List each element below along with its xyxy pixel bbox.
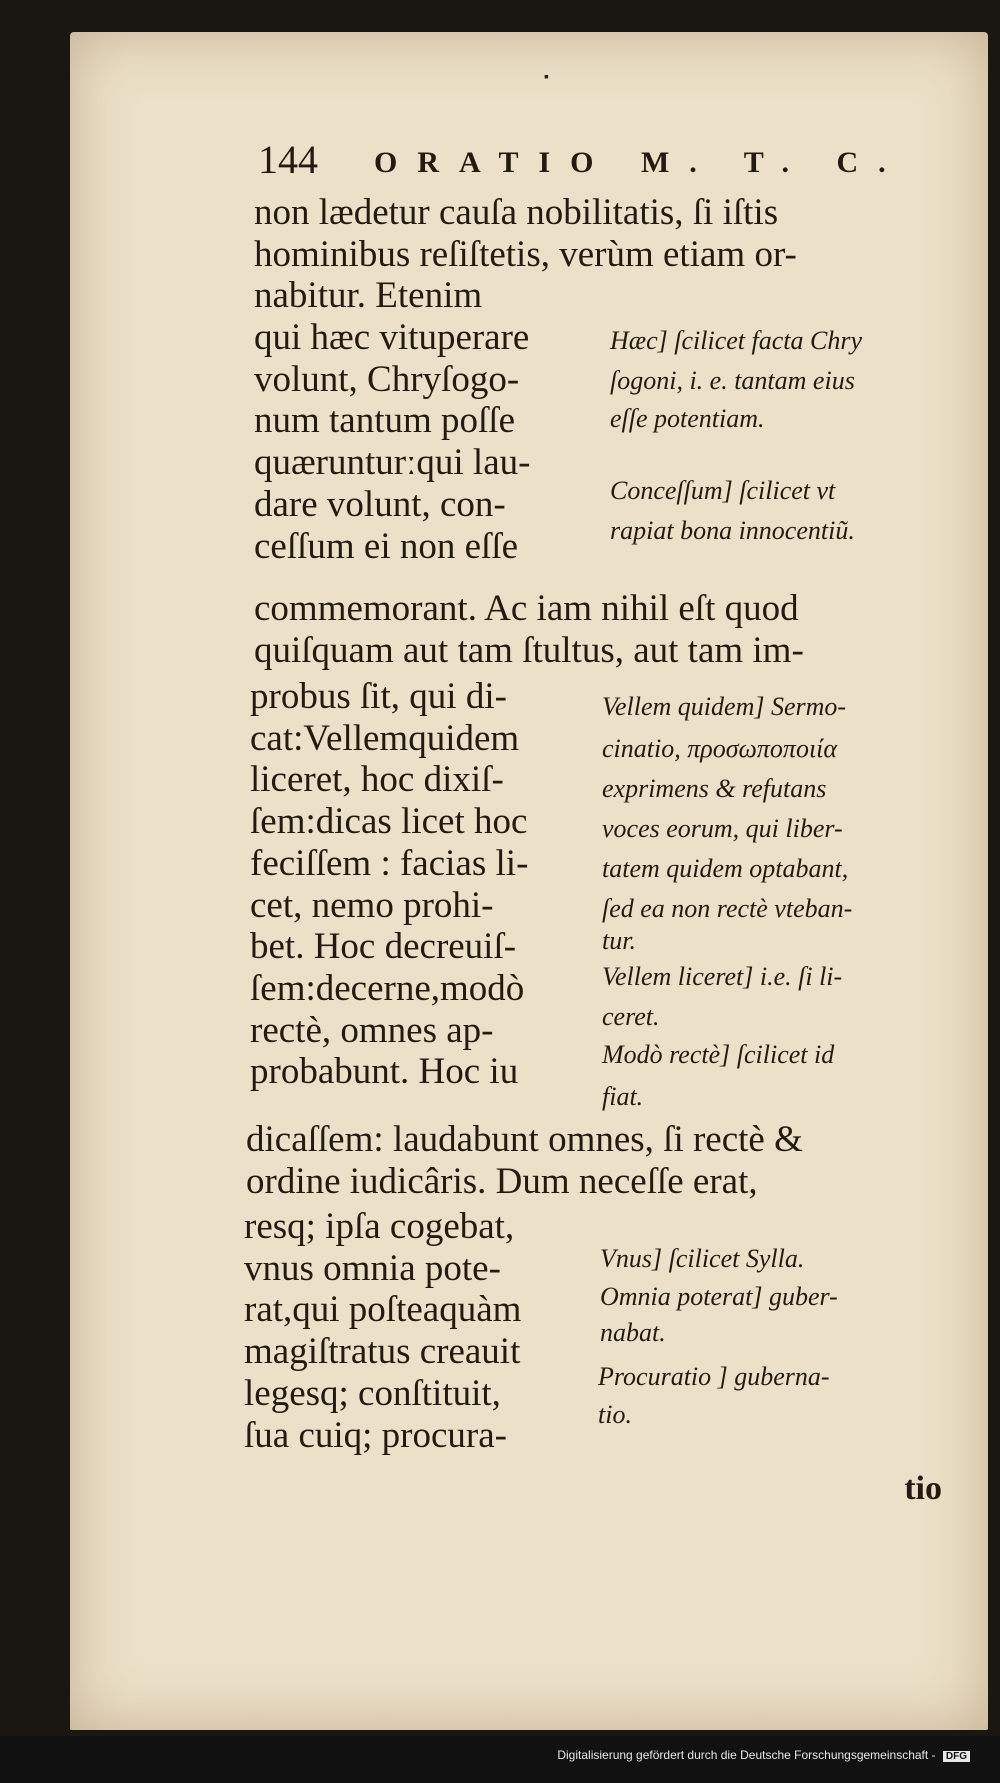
gloss-line: eſſe potentiam. [610,404,765,433]
footer-credit-text: Digitalisierung gefördert durch die Deutsche Forschungsgemeinschaft - [557,1748,936,1762]
text-line: dare volunt, con- [254,483,506,525]
gloss-line: rapiat bona innocentiũ. [610,516,855,545]
text-line: liceret, hoc dixiſ- [250,759,504,801]
printer-mark: ▪ [544,70,549,85]
text-block-2 [254,317,530,567]
text-line: hominibus reſiſtetis, verùm etiam or- [254,233,797,275]
gloss-line: ſogoni, i. e. tantam eius [610,366,855,395]
text-line: feciſſem : facias li- [250,842,529,884]
gloss-line: tio. [598,1400,632,1429]
gloss-line: Vnus] ſcilicet Sylla. [600,1244,805,1273]
text-line: non lædetur cauſa nobilitatis, ſi iſtis [254,192,779,233]
text-line: magiſtratus creauit [244,1331,521,1373]
dfg-logo-icon: DFG [943,1751,970,1762]
text-line: resq; ipſa cogebat, [244,1206,515,1247]
text-line: num tantum poſſe [254,400,516,442]
gloss-line: Hæc] ſcilicet facta Chry [610,326,863,355]
gloss-line: nabat. [600,1318,666,1347]
page-header [258,128,958,188]
gloss-line: ceret. [602,1002,660,1031]
page-number: 144 [258,137,318,182]
text-line: ſua cuiq; procura- [244,1414,507,1456]
text-line: dicaſſem: laudabunt omnes, ſi rectè & [246,1119,803,1160]
gloss-line: Vellem liceret] i.e. ſi li- [602,962,843,991]
gloss-line: Procuratio ] guberna- [598,1362,830,1391]
text-line: probus ſit, qui di- [250,676,507,717]
gloss-line: cinatio, προσωποποιία [602,734,838,763]
text-block-3 [254,588,804,671]
gloss-line: voces eorum, qui liber- [602,814,843,843]
gloss-line: Vellem quidem] Sermo- [602,692,847,721]
text-line: cat:Vellemquidem [250,717,520,759]
gloss-line: Conceſſum] ſcilicet vt [610,476,836,505]
running-head: ORATIO M. T. C. [374,146,906,179]
text-line: ordine iudicâris. Dum neceſſe erat, [246,1160,758,1202]
catchword: tio [904,1470,942,1507]
text-line: legesq; conſtituit, [244,1372,501,1414]
text-line: commemorant. Ac iam nihil eſt quod [254,588,799,629]
text-line: ſem:decerne,modò [250,967,525,1009]
gloss-line: exprimens & refutans [602,774,827,803]
text-line: cet, nemo prohi- [250,884,494,926]
text-line: rat,qui poſteaquàm [244,1289,522,1331]
gloss-line: fiat. [602,1082,644,1111]
text-line: vnus omnia pote- [244,1247,501,1289]
text-line: probabunt. Hoc iu [250,1051,519,1093]
text-line: ceſſum ei non eſſe [254,525,519,567]
gloss-line: Omnia poterat] guber- [600,1282,838,1311]
text-block-5 [246,1119,803,1202]
text-line: quiſquam aut tam ſtultus, aut tam im- [254,629,804,671]
text-line: nabitur. Etenim [254,275,483,317]
footer-credit [557,1748,970,1762]
text-line: qui hæc vituperare [254,317,530,358]
digitization-footer [0,1736,1000,1783]
text-line: ſem:dicas licet hoc [250,801,528,843]
gloss-line: Modò rectè] ſcilicet id [602,1040,835,1069]
gloss-line: tatem quidem optabant, [602,854,849,883]
gloss-line: ſed ea non rectè vteban- [602,894,853,923]
text-line: quærunturːqui lau- [254,442,531,484]
text-line: rectè, omnes ap- [250,1009,494,1051]
text-line: volunt, Chryſogo- [254,358,520,400]
text-block-1 [254,192,797,317]
text-line: bet. Hoc decreuiſ- [250,926,517,968]
gloss-line: tur. [602,926,636,955]
text-block-4 [250,676,528,1093]
text-block-6 [244,1206,521,1456]
